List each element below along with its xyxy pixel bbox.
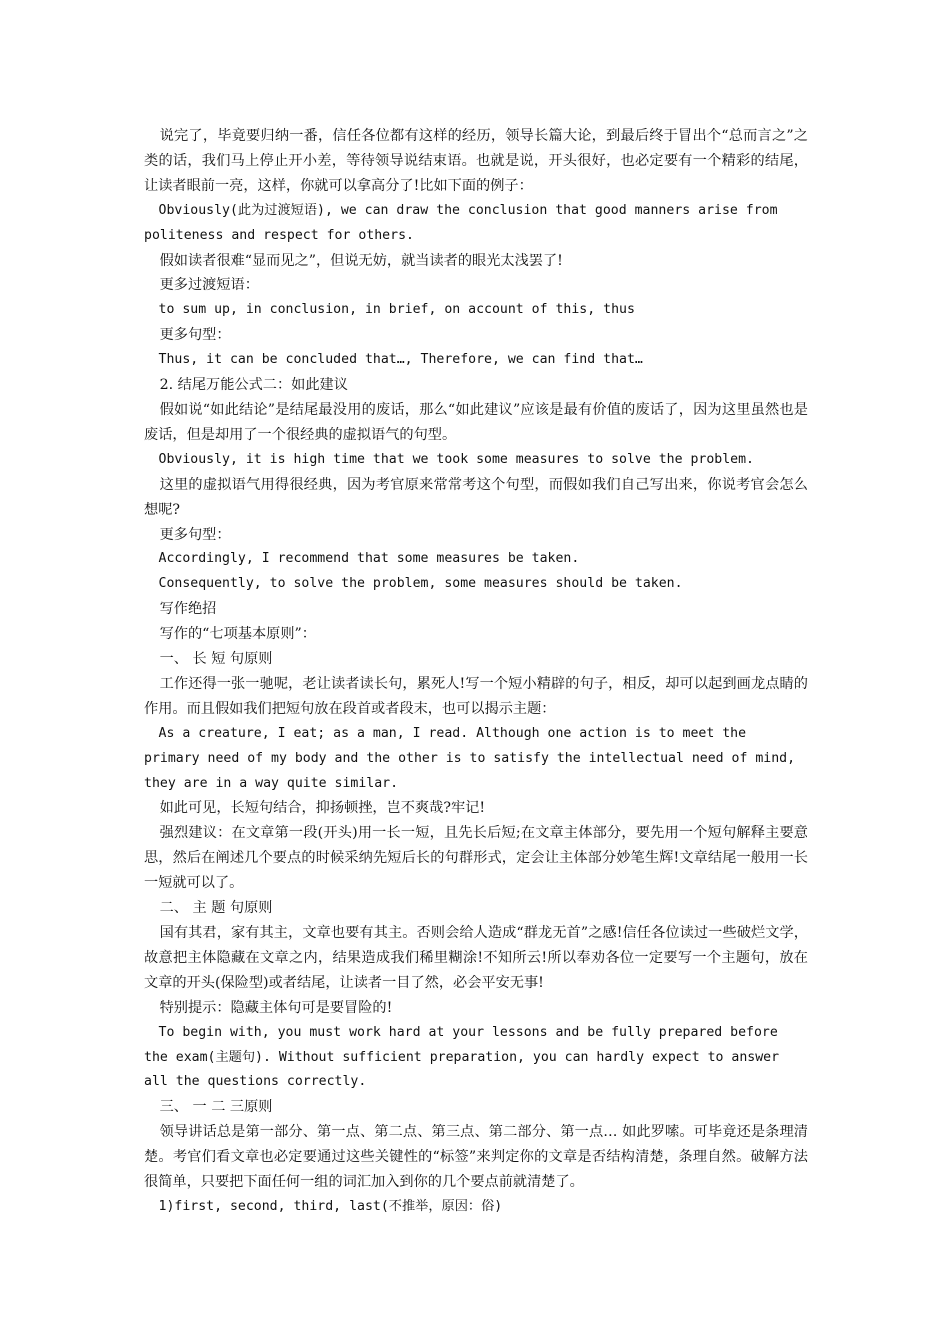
sentence-pattern-thus: Thus, it can be concluded that…, Therefore, we can find that… (158, 352, 643, 368)
label-more-sentence-patterns-1: 更多句型： (159, 327, 231, 344)
section-heading-formula-2: 2. 结尾万能公式二：如此建议 (159, 377, 348, 394)
section-heading-seven-principles: 写作的“七项基本原则”： (159, 626, 316, 643)
principle-heading-3: 三、 一 二 三原则 (159, 1099, 273, 1116)
sentence-pattern-consequently: Consequently, to solve the problem, some measures should be taken. (158, 576, 683, 592)
paragraph-7: 强烈建议：在文章第一段(开头)用一长一短，且先长后短;在文章主体部分，要先用一个短句解释主要意思，然后在阐述几个要点的时候采纳先短后长的句群形式，定会让主体部分妙笔生辉!文章结尾一般用一长一短就可以了。 (144, 825, 808, 892)
sentence-pattern-accordingly: Accordingly, I recommend that some measures be taken. (158, 551, 580, 567)
paragraph-4: 这里的虚拟语气用得很经典，因为考官原来常常考这个句型，而假如我们自己写出来，你说考官会怎么想呢? (144, 476, 808, 518)
paragraph-2: 假如读者很难“显而见之”，但说无妨，就当读者的眼光太浅罢了! (159, 252, 563, 269)
principle-heading-1: 一、 长 短 句原则 (159, 651, 273, 668)
example-sentence-high-time: Obviously, it is high time that we took some measures to solve the problem. (158, 451, 754, 467)
paragraph-3: 假如说“如此结论”是结尾最没用的废话，那么“如此建议”应该是最有价值的废话了，因为这里虽然也是废话，但是却用了一个很经典的虚拟语气的句型。 (144, 401, 808, 443)
paragraph-9: 特别提示：隐藏主体句可是要冒险的! (159, 999, 393, 1016)
label-more-transition-phrases: 更多过渡短语： (159, 277, 259, 294)
document-body (144, 124, 808, 1220)
paragraph-5: 工作还得一张一驰呢，老让读者读长句，累死人!写一个短小精辟的句子，相反，却可以起到画龙点睛的作用。而且假如我们把短句放在段首或者段末，也可以揭示主题： (144, 675, 808, 717)
transition-phrase-list: to sum up, in conclusion, in brief, on account of this, thus (158, 302, 635, 318)
paragraph-10: 领导讲话总是第一部分、第一点、第二点、第三点、第二部分、第一点… 如此罗嗦。可毕竟还是条理清楚。考官们看文章也必定要通过这些关键性的“标签”来判定你的文章是否结构清楚，条理自然。破解方法很简单，只要把下面任何一组的词汇加入到你的几个要点前就清楚了。 (144, 1124, 808, 1191)
principle-heading-2: 二、 主 题 句原则 (159, 900, 273, 917)
paragraph-8: 国有其君，家有其主，文章也要有其主。否则会给人造成“群龙无首”之感!信任各位读过一些破烂文学，故意把主体隐藏在文章之内，结果造成我们稀里糊涂!不知所云!所以奉劝各位一定要写一个主题句，放在文章的开头(保险型)或者结尾，让读者一目了然，必会平安无事! (144, 925, 808, 991)
section-heading-writing-tips: 写作绝招 (159, 601, 217, 618)
paragraph-1: 说完了，毕竟要归纳一番，信任各位都有这样的经历，领导长篇大论，到最后终于冒出个“总而言之”之类的话，我们马上停止开小差，等待领导说结束语。也就是说，开头很好，也必定要有一个精彩的结尾，让读者眼前一亮，这样，你就可以拿高分了!比如下面的例子： (144, 128, 808, 194)
list-item-first-second: 1)first, second, third, last(不推举，原因：俗) (158, 1198, 503, 1214)
example-sentence-creature: As a creature, I eat; as a man, I read. Although one action is to meet the primary need of my body and the other is to satisfy the intellectual need of mind, they are in a way quite similar. (144, 725, 796, 791)
paragraph-6: 如此可见，长短句结合，抑扬顿挫，岂不爽哉?牢记! (159, 800, 486, 817)
label-more-sentence-patterns-2: 更多句型： (159, 526, 231, 543)
example-sentence-to-begin-with: To begin with, you must work hard at your lessons and be fully prepared before the exam(主题句). Without sufficient preparation, you can hardly expect to answer all the questions correctly. (144, 1024, 780, 1090)
example-sentence-obviously-manners: Obviously(此为过渡短语), we can draw the conclusion that good manners arise from politeness and respect for others. (144, 202, 778, 243)
